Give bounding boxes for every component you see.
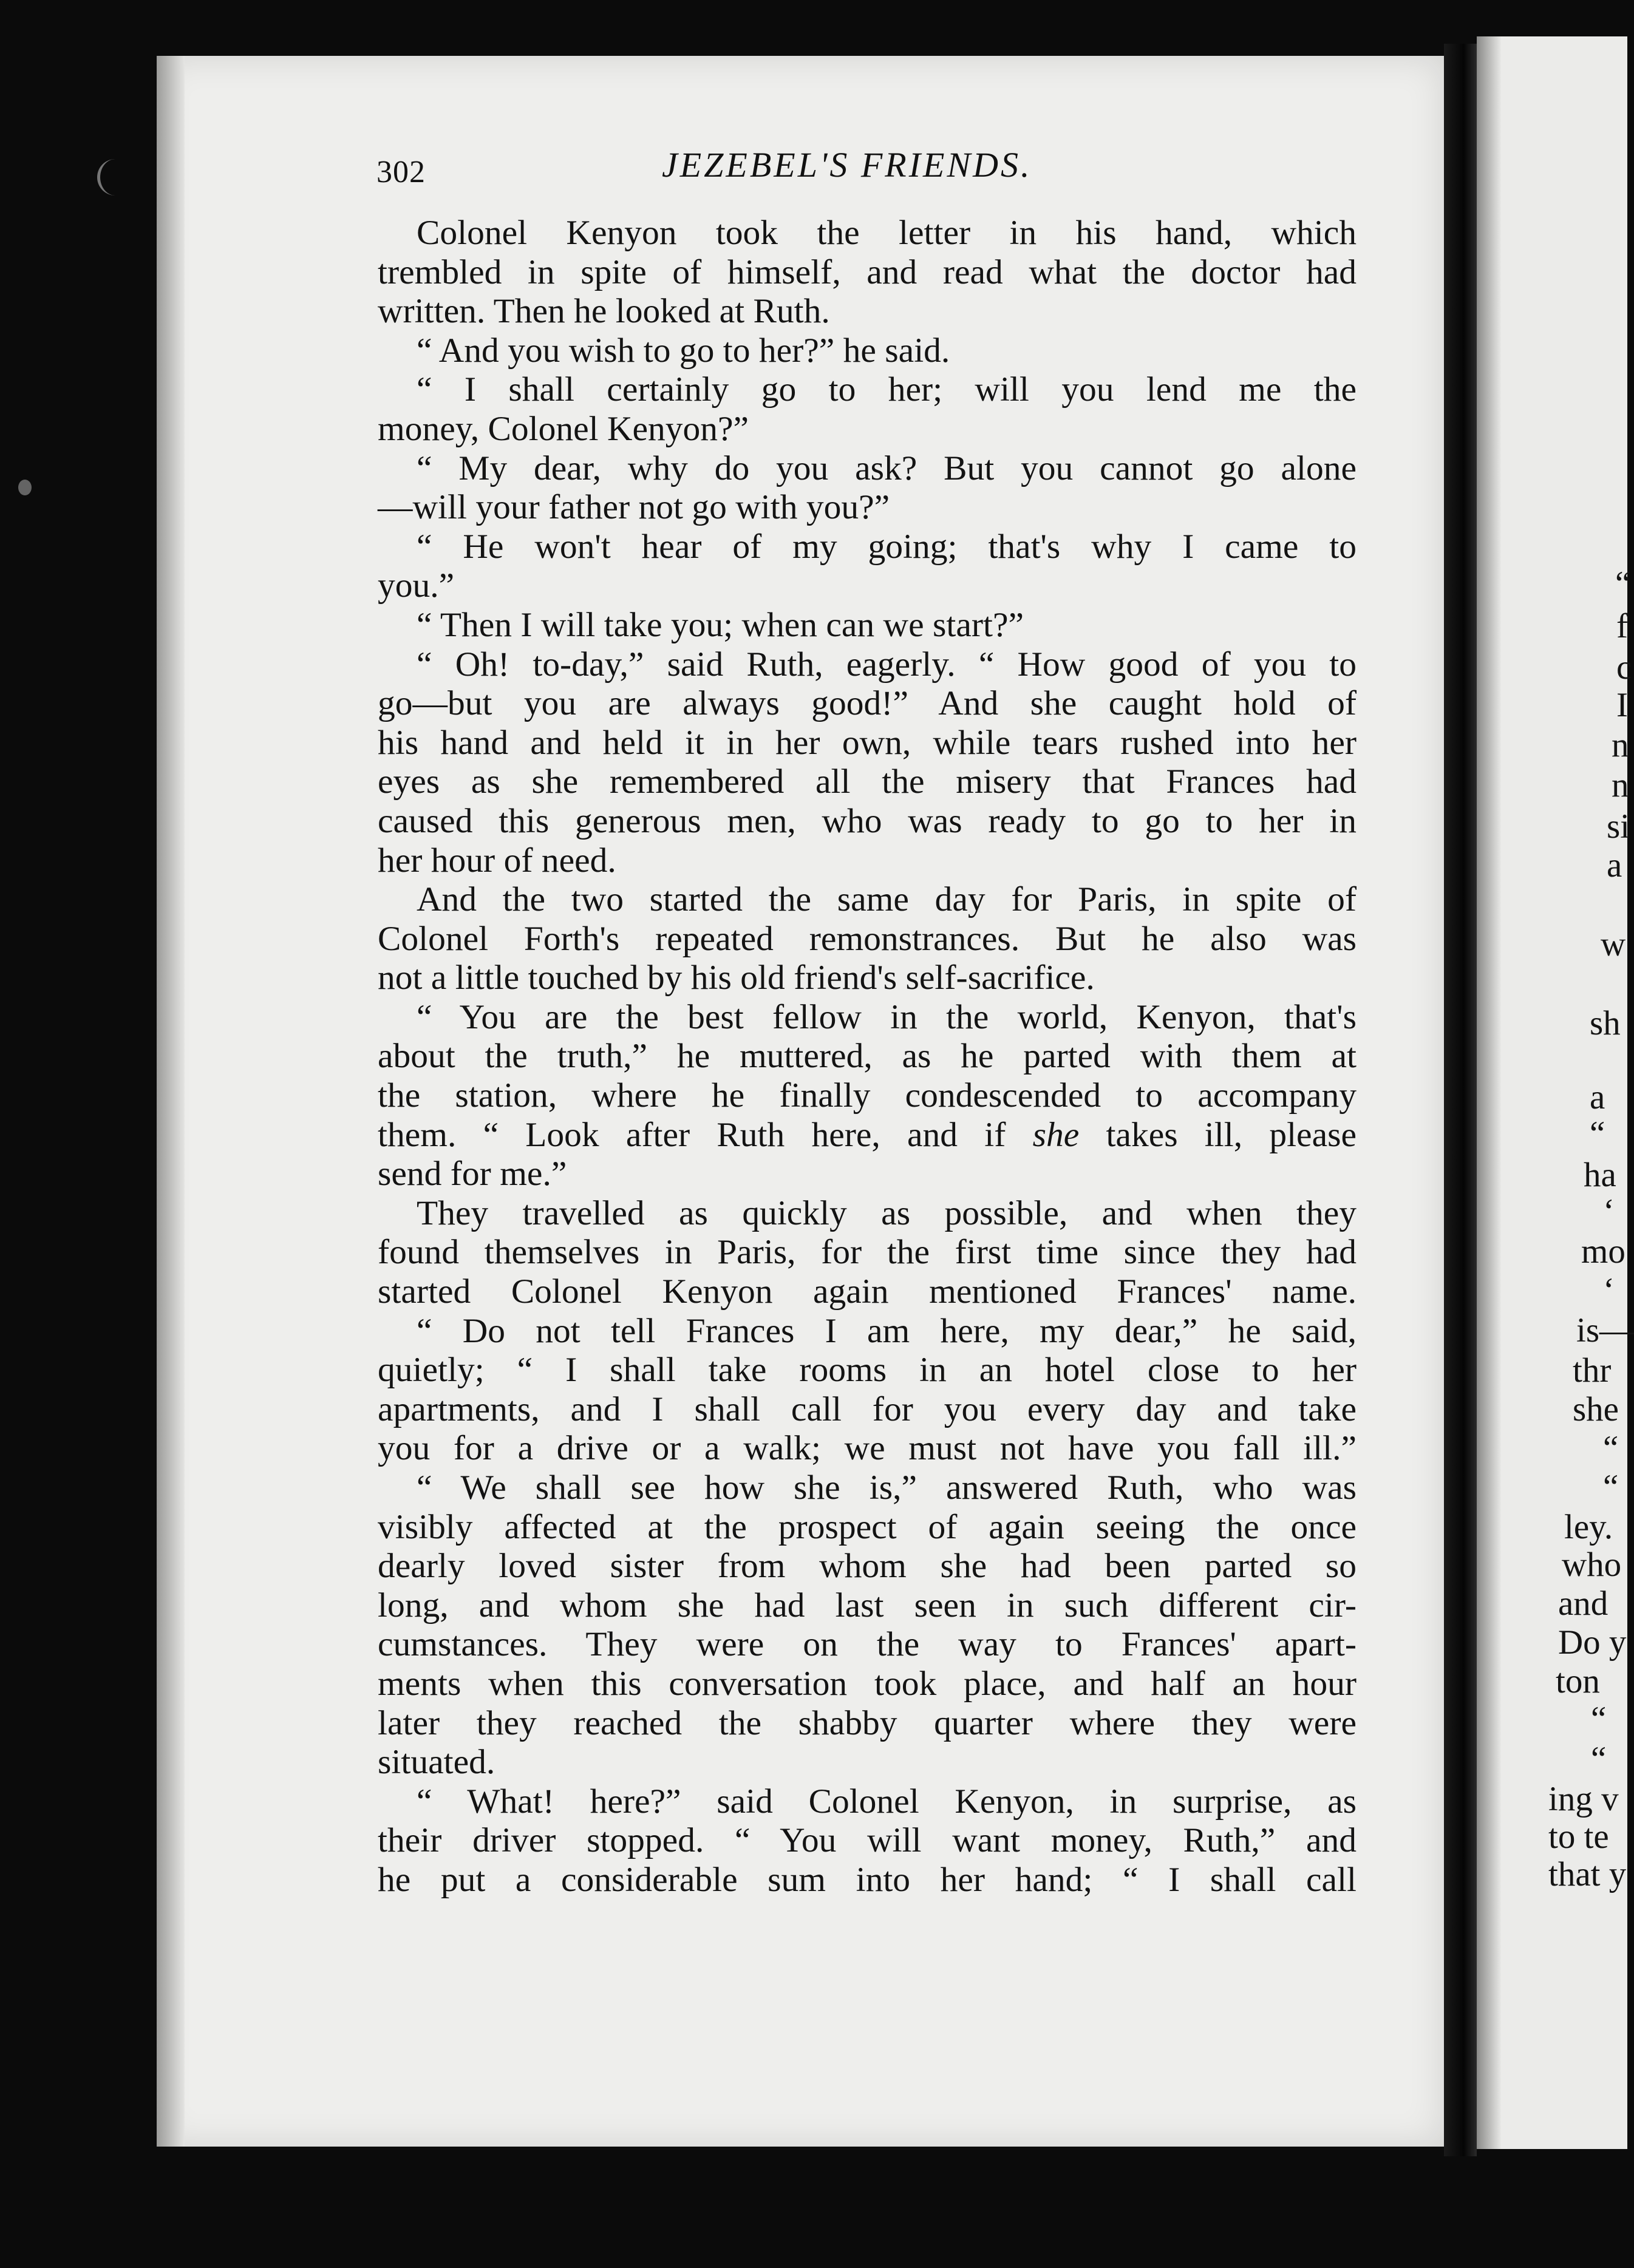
text-line: send for me.” xyxy=(378,1155,567,1193)
right-page-fragment: is— xyxy=(1576,1311,1634,1350)
text-line: “ Do not tell Frances I am here, my dear,” he said, xyxy=(417,1311,1357,1350)
text-line: dearly loved sister from whom she had been parted so xyxy=(378,1547,1357,1586)
text-line: They travelled as quickly as possible, and when they xyxy=(417,1193,1357,1232)
text-line: you.” xyxy=(378,566,455,605)
right-page-fragment: a xyxy=(1607,846,1622,884)
text-line: —will your father not go with you?” xyxy=(378,488,890,527)
text-line: ments when this conversation took place, and half an hour xyxy=(378,1664,1357,1703)
text-line: her hour of need. xyxy=(378,841,616,880)
text-line: he put a considerable sum into her hand; “ I shall call xyxy=(378,1860,1357,1899)
text-line: visibly affected at the prospect of again seeing the once xyxy=(378,1507,1357,1546)
right-page-fragment: to te xyxy=(1548,1818,1609,1856)
right-page-fragment: f xyxy=(1616,607,1628,645)
text-line: found themselves in Paris, for the first time since they had xyxy=(378,1233,1357,1272)
right-page-fragment: c xyxy=(1616,648,1632,687)
text-line: Colonel Kenyon took the letter in his hand, which xyxy=(417,214,1357,252)
scan-speck xyxy=(18,480,32,495)
right-page-fragment: ha xyxy=(1584,1156,1616,1194)
text-line: go—but you are always good!” And she caught hold of xyxy=(378,684,1357,723)
text-line: cumstances. They were on the way to Frances' apart- xyxy=(378,1625,1357,1664)
right-page-fragment: sh xyxy=(1590,1004,1621,1042)
text-line: started Colonel Kenyon again mentioned Frances' name. xyxy=(378,1272,1357,1311)
text-line: “ My dear, why do you ask? But you cannot go alone xyxy=(417,449,1357,487)
right-page-fragment: “ xyxy=(1603,1468,1619,1506)
text-line: Colonel Forth's repeated remonstrances. But he also was xyxy=(378,919,1357,958)
right-page-fragment: I xyxy=(1616,686,1628,724)
page-header xyxy=(376,138,1360,187)
right-page-fragment: “ xyxy=(1603,1429,1619,1467)
text-line: “ He won't hear of my going; that's why I came to xyxy=(417,527,1357,566)
right-page-fragment: n xyxy=(1612,726,1629,764)
right-page-fragment: ton xyxy=(1556,1662,1600,1700)
text-line: caused this generous men, who was ready to go to her in xyxy=(378,801,1357,840)
text-line: “ We shall see how she is,” answered Ruth, who was xyxy=(417,1468,1357,1507)
text-line: trembled in spite of himself, and read what the doctor had xyxy=(378,253,1357,291)
text-line: later they reached the shabby quarter where they were xyxy=(378,1703,1357,1742)
text-line: “ Oh! to-day,” said Ruth, eagerly. “ How good of you to xyxy=(417,645,1357,684)
right-page-fragment: Do y xyxy=(1558,1623,1627,1662)
text-line: apartments, and I shall call for you every day and take xyxy=(378,1390,1357,1428)
text-line: their driver stopped. “ You will want money, Ruth,” and xyxy=(378,1821,1357,1860)
text-line: “ What! here?” said Colonel Kenyon, in surprise, as xyxy=(417,1782,1357,1821)
right-page-fragment: a xyxy=(1590,1078,1605,1116)
right-page-fragment: si xyxy=(1607,807,1630,846)
right-page-fragment: ‘ xyxy=(1603,1192,1615,1231)
text-line: quietly; “ I shall take rooms in an hotel close to her xyxy=(378,1351,1357,1390)
right-page-fragment: that y xyxy=(1548,1855,1627,1893)
page-number: 302 xyxy=(376,155,426,189)
book-gutter xyxy=(1444,44,1477,2156)
right-page-fragment: “ xyxy=(1615,565,1631,603)
right-page-fragment: ing v xyxy=(1548,1780,1619,1818)
margin-mark xyxy=(97,159,116,195)
text-line: “ I shall certainly go to her; will you lend me the xyxy=(417,370,1357,409)
text-line: “ And you wish to go to her?” he said. xyxy=(417,331,950,370)
text-line: long, and whom she had last seen in such different cir- xyxy=(378,1586,1357,1625)
emphasis-text: she xyxy=(1032,1115,1080,1154)
text-line: “ You are the best fellow in the world, Kenyon, that's xyxy=(417,997,1357,1036)
text-line: about the truth,” he muttered, as he parted with them at xyxy=(378,1037,1357,1076)
right-page-fragment: “ xyxy=(1590,1115,1605,1153)
text-line: not a little touched by his old friend's self-sacrifice. xyxy=(378,959,1095,997)
text-line: situated. xyxy=(378,1743,495,1782)
right-page-fragment: n xyxy=(1612,766,1629,804)
right-page-fragment: she xyxy=(1573,1390,1619,1428)
text-line: the station, where he finally condescended to accompany xyxy=(378,1076,1357,1115)
text-line: written. Then he looked at Ruth. xyxy=(378,292,830,331)
right-page-fragment: “ xyxy=(1591,1740,1607,1778)
running-title: JEZEBEL'S FRIENDS. xyxy=(662,145,1032,185)
right-page-fragment: thr xyxy=(1573,1351,1612,1390)
right-page-fragment: who xyxy=(1562,1546,1622,1584)
text-line: And the two started the same day for Paris, in spite of xyxy=(417,880,1357,919)
right-page-fragment: ‘ xyxy=(1603,1271,1615,1309)
text-line: his hand and held it in her own, while tears rushed into her xyxy=(378,723,1357,762)
text-line: them. “ Look after Ruth here, and if she takes ill, please xyxy=(378,1115,1357,1154)
right-page-fragment: “ xyxy=(1591,1700,1607,1738)
text-line: you for a drive or a walk; we must not have you fall ill.” xyxy=(378,1429,1357,1468)
text-line: eyes as she remembered all the misery that Frances had xyxy=(378,762,1357,801)
text-line: “ Then I will take you; when can we start?” xyxy=(417,605,1024,644)
right-page-fragment: w xyxy=(1601,925,1626,963)
body-text xyxy=(378,214,1357,1900)
right-page-fragment: ley. xyxy=(1564,1508,1613,1546)
text-line: money, Colonel Kenyon?” xyxy=(378,409,749,448)
right-page-fragment: mo xyxy=(1581,1232,1625,1271)
right-page-fragment: and xyxy=(1558,1584,1608,1623)
